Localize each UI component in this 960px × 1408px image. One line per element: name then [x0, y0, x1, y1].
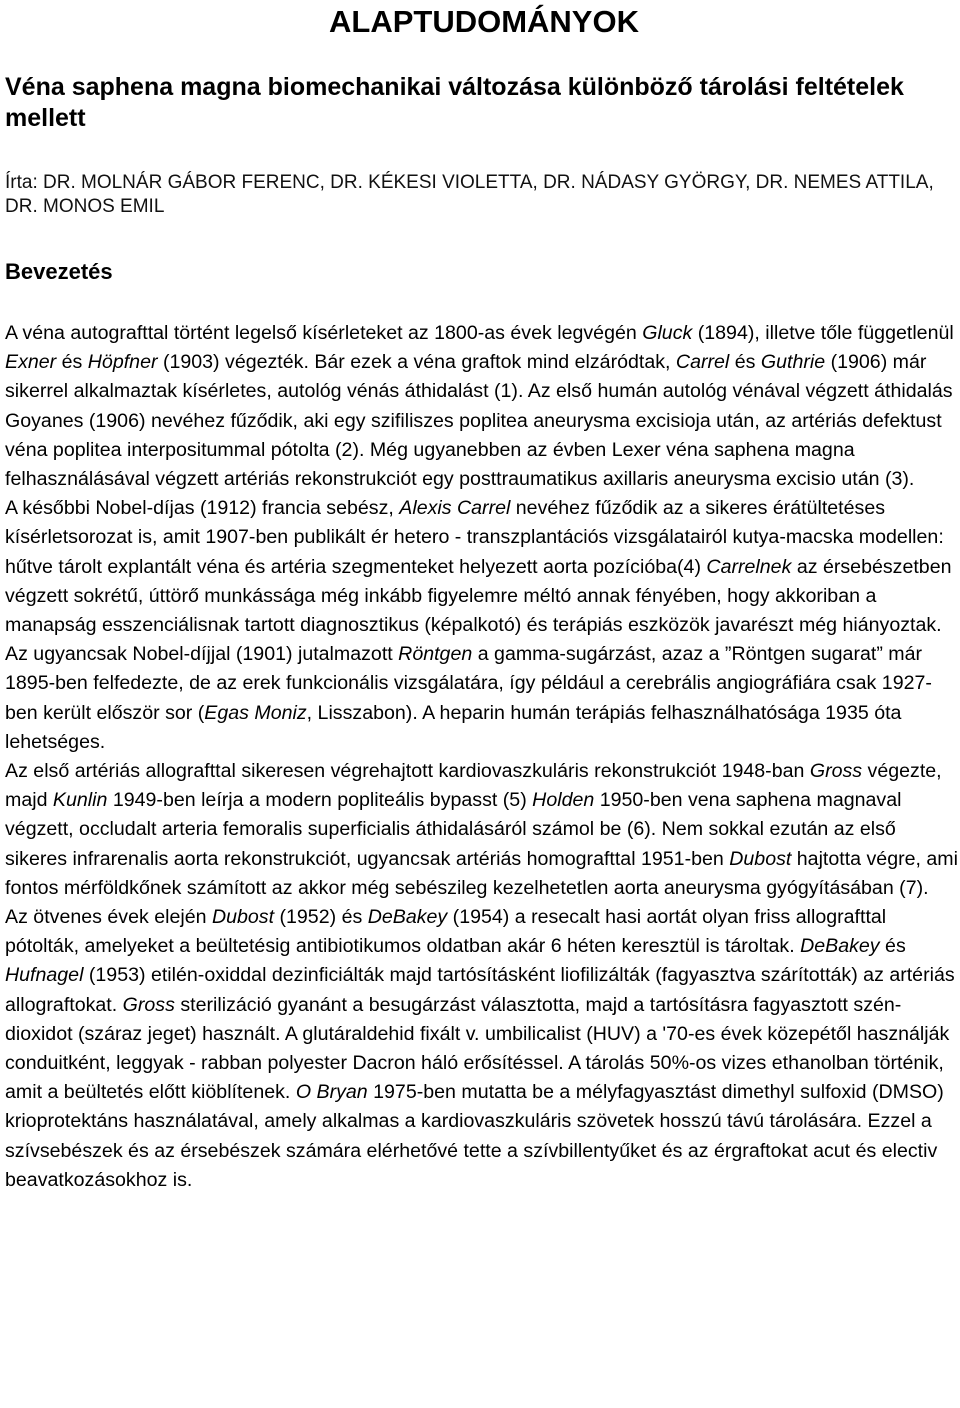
italic-name: DeBakey [367, 906, 448, 929]
text-run: Az ugyancsak Nobel-díjjal (1901) jutalmazott [5, 643, 399, 666]
text-run: (1894), illetve tőle függetlenül [692, 322, 954, 344]
italic-name: Höpfner [87, 351, 158, 374]
text-run: 1975-ben mutatta be a mélyfagyasztást dimethyl sulfoxid (DMSO) krioprotektáns használatával, amely alkalmas a kardiovaszkuláris szövetek hosszú távú tárolására. Ezzel a szívsebészek és az érsebészek számára elérhetővé tette a szívbillentyűket és az érgraftokat acut és electiv beavatkozásokhoz is. [5, 1081, 944, 1191]
text-run: (1906) már sikerrel alkalmaztak kísérletes, autológ vénás áthidalást (1). Az első humán autológ vénával végzett áthidalás Goyanes (1906) nevéhez fűződik, aki egy szifiliszes poplitea aneurysma excisioja után, az artériás defektust véna poplitea interpositummal pótolta (2). Még ugyanebben az évben Lexer véna saphena magna felhasználásával végzett artériás rekonstrukciót egy posttraumatikus axillaris aneurysma excisio után (3). [5, 351, 953, 491]
text-run: végezte, majd [5, 760, 942, 812]
body-paragraph [5, 757, 959, 903]
italic-name: Gross [809, 760, 863, 783]
italic-name: Alexis Carrel [399, 497, 511, 520]
text-run: A későbbi Nobel-díjas (1912) francia sebész, [5, 497, 400, 520]
italic-name: Kunlin [52, 789, 108, 812]
text-run: (1903) végezték. Bár ezek a véna graftok mind elzáródtak, [157, 351, 676, 374]
text-run: (1954) a resecalt hasi aortát olyan friss allografttal pótolták, amelyeket a beültetésig antibiotikumos oldatban akár 6 héten keresztül is tároltak. [5, 906, 887, 958]
article-title: Véna saphena magna biomechanikai változása különböző tárolási feltételek mellett [5, 73, 904, 132]
text-run: , Lisszabon). A heparin humán terápiás felhasználhatósága 1935 óta lehetséges. [5, 701, 902, 753]
document-title: ALAPTUDOMÁNYOK [329, 4, 639, 39]
text-run: és [56, 351, 88, 374]
text-run: az érsebészetben végzett sokrétű, úttörő munkássága még inkább figyelemre méltó annak fényében, hogy akkoriban a manapság esszenciálisnak tartott diagnosztikus (képalkotó) és terápiás eszközök javarészt még hiányoztak. [5, 555, 952, 637]
italic-name: Dubost [211, 906, 275, 929]
italic-name: Egas Moniz [204, 701, 307, 724]
text-run: (1952) és [274, 906, 368, 929]
italic-name: Hufnagel [5, 964, 84, 987]
text-run: A véna autografttal történt legelső kísérleteket az 1800-as évek legvégén [5, 322, 643, 344]
text-run: a gamma-sugárzást, azaz a ”Röntgen sugarat” már 1895-ben felfedezte, de az erek funkcionális vizsgálatára, így például a cerebrális angiográfiára csak 1927-ben került először sor ( [5, 643, 932, 724]
italic-name: Exner [5, 351, 57, 374]
body-paragraph [5, 319, 959, 494]
italic-name: DeBakey [800, 935, 880, 958]
body-paragraph [5, 494, 959, 640]
body-paragraph [5, 640, 959, 757]
italic-name: Gluck [642, 322, 693, 344]
italic-name: Holden [532, 789, 595, 812]
italic-name: Guthrie [760, 351, 826, 374]
section-heading: Bevezetés [5, 259, 113, 284]
body-paragraph [5, 903, 959, 1195]
text-run: Az első artériás allografttal sikeresen végrehajtott kardiovaszkuláris rekonstrukciót 1948-ban [5, 760, 810, 783]
authors-line: Írta: DR. MOLNÁR GÁBOR FERENC, DR. KÉKESI VIOLETTA, DR. NÁDASY GYÖRGY, DR. NEMES ATTILA, DR. MONOS EMIL [5, 172, 934, 217]
italic-name: Röntgen [398, 643, 473, 666]
italic-name: Dubost [729, 847, 792, 870]
text-run: sterilizáció gyanánt a besugárzást választotta, majd a tartósításra fagyasztott szén-dioxidot (száraz jeget) használt. A glutáraldehid fixált v. umbilicalist (HUV) a '70-es évek közepétől használják conduitként, leggyak - rabban polyester Dacron háló erősítéssel. A tárolás 50%-os vizes ethanolban történik, amit a beültetés előtt kiöblítenek. [5, 993, 950, 1104]
italic-name: Carrelnek [706, 555, 792, 578]
text-run: nevéhez fűződik az a sikeres érátültetéses kísérletsorozat is, amit 1907-ben publikált ér hetero - transzplantációs vizsgálatairól kutya-macska modellen: hűtve tárolt explantált véna és artéria szegmenteket helyezett aorta pozícióba(4) [5, 497, 944, 578]
italic-name: O Bryan [295, 1081, 368, 1104]
document-page [5, 0, 958, 1195]
italic-name: Carrel [675, 351, 730, 374]
text-run: és [879, 935, 906, 958]
text-run: 1949-ben leírja a modern popliteális bypasst (5) [107, 789, 533, 812]
italic-name: Gross [122, 993, 175, 1016]
text-run: hajtotta végre, ami fontos mérföldkőnek számított az akkor még sebészileg kezelhetetlen aorta aneurysma gyógyításában (7). [5, 847, 958, 899]
text-run: (1953) etilén-oxiddal dezinficiálták majd tartósításként liofilizálták (fagyasztva szárították) az artériás allograftokat. [5, 964, 955, 1016]
body-text [5, 319, 959, 1195]
text-run: és [729, 351, 761, 374]
text-run: 1950-ben vena saphena magnaval végzett, occludalt arteria femoralis superficialis áthidalásáról számol be (6). Nem sokkal ezután az első sikeres infrarenalis aorta rekonstrukciót, ugyancsak artériás homografttal 1951-ben [5, 789, 902, 870]
text-run: Az ötvenes évek elején [5, 906, 212, 929]
